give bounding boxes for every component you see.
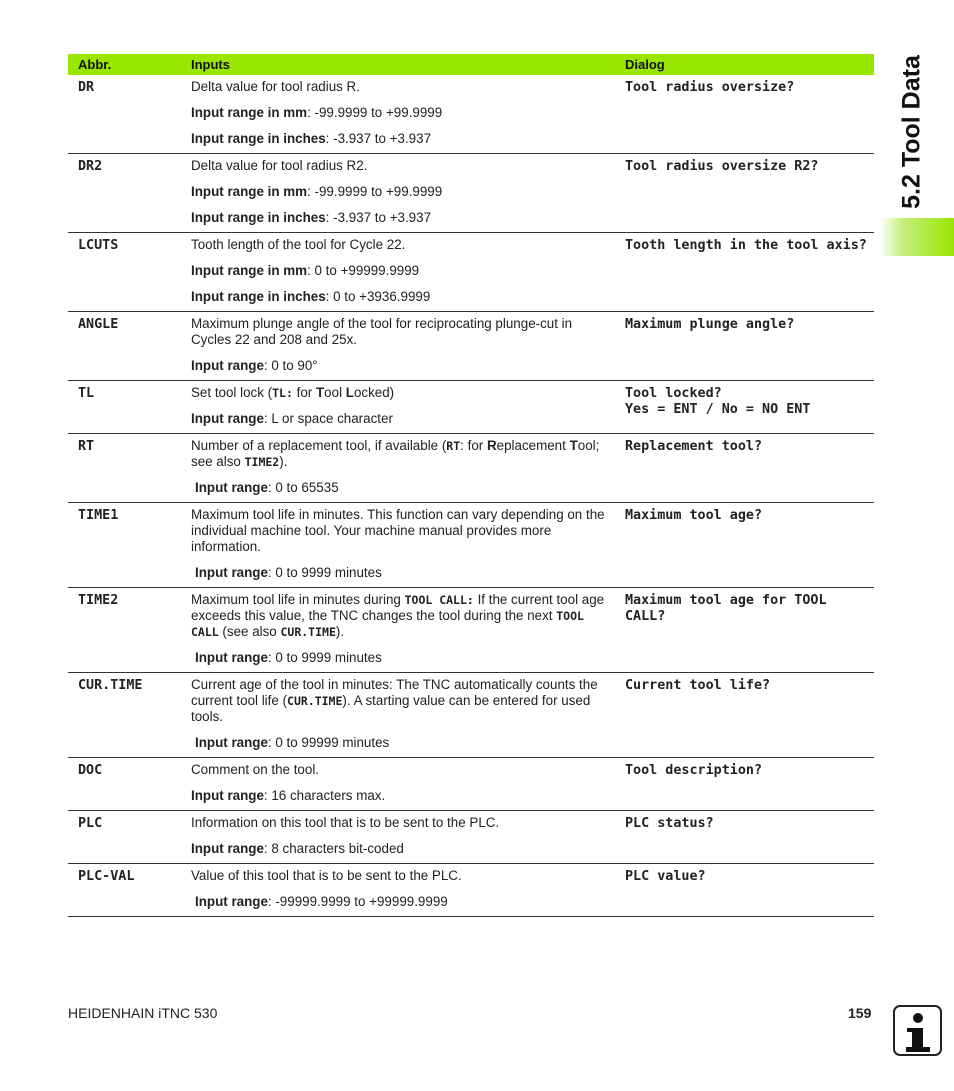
input-range: Input range: 0 to 90° xyxy=(191,358,318,373)
dialog-cell: Maximum tool age for TOOL CALL? xyxy=(615,588,874,673)
input-range: Input range: -99999.9999 to +99999.9999 xyxy=(195,894,448,909)
inputs-cell xyxy=(181,503,615,588)
description: Current age of the tool in minutes: The TNC automatically counts the current tool life (CUR.TIME). A starting value can be entered for used tools. xyxy=(191,677,598,724)
input-range: Input range: 0 to 65535 xyxy=(195,480,339,495)
input-range: Input range in mm: -99.9999 to +99.9999 xyxy=(191,105,443,120)
header-inputs: Inputs xyxy=(181,54,615,75)
table-row xyxy=(68,381,874,434)
table-header-row xyxy=(68,54,874,75)
table-row xyxy=(68,434,874,503)
table-row xyxy=(68,758,874,811)
info-icon xyxy=(893,1005,942,1056)
abbr-cell: LCUTS xyxy=(68,233,181,312)
dialog-cell: Tool radius oversize R2? xyxy=(615,154,874,233)
abbr-cell: ANGLE xyxy=(68,312,181,381)
abbr-cell: PLC-VAL xyxy=(68,864,181,917)
inputs-cell xyxy=(181,588,615,673)
description: Set tool lock (TL: for Tool Locked) xyxy=(191,385,395,400)
table-row xyxy=(68,233,874,312)
abbr-cell: TIME1 xyxy=(68,503,181,588)
input-range: Input range in inches: 0 to +3936.9999 xyxy=(191,289,431,304)
dialog-cell: Tool locked? Yes = ENT / No = NO ENT xyxy=(615,381,874,434)
inputs-cell xyxy=(181,673,615,758)
description: Maximum plunge angle of the tool for reciprocating plunge-cut in Cycles 22 and 208 and 25x. xyxy=(191,316,573,347)
description: Information on this tool that is to be sent to the PLC. xyxy=(191,815,500,830)
section-title: 5.2 Tool Data xyxy=(897,55,926,209)
table-row xyxy=(68,154,874,233)
dialog-cell: Tool description? xyxy=(615,758,874,811)
dialog-cell: Replacement tool? xyxy=(615,434,874,503)
input-range: Input range: 16 characters max. xyxy=(191,788,386,803)
dialog-cell: Current tool life? xyxy=(615,673,874,758)
inputs-cell xyxy=(181,811,615,864)
inputs-cell xyxy=(181,864,615,917)
abbr-cell: TL xyxy=(68,381,181,434)
dialog-cell: Maximum plunge angle? xyxy=(615,312,874,381)
input-range: Input range in mm: -99.9999 to +99.9999 xyxy=(191,184,443,199)
input-range: Input range in inches: -3.937 to +3.937 xyxy=(191,210,432,225)
inputs-cell xyxy=(181,154,615,233)
abbr-cell: PLC xyxy=(68,811,181,864)
input-range: Input range in inches: -3.937 to +3.937 xyxy=(191,131,432,146)
table-row xyxy=(68,673,874,758)
inputs-cell xyxy=(181,312,615,381)
page-number: 159 xyxy=(848,1005,872,1021)
header-dialog: Dialog xyxy=(615,54,874,75)
inputs-cell xyxy=(181,233,615,312)
table-row xyxy=(68,75,874,154)
description: Delta value for tool radius R. xyxy=(191,79,360,94)
table-row xyxy=(68,588,874,673)
dialog-cell: Tool radius oversize? xyxy=(615,75,874,154)
inputs-cell xyxy=(181,75,615,154)
dialog-cell: PLC status? xyxy=(615,811,874,864)
abbr-cell: CUR.TIME xyxy=(68,673,181,758)
input-range: Input range in mm: 0 to +99999.9999 xyxy=(191,263,420,278)
input-range: Input range: L or space character xyxy=(191,411,393,426)
table-row xyxy=(68,811,874,864)
dialog-cell: PLC value? xyxy=(615,864,874,917)
description: Maximum tool life in minutes. This function can vary depending on the individual machine tool. Your machine manual provides more information. xyxy=(191,507,605,554)
table-row xyxy=(68,503,874,588)
section-accent-bar xyxy=(880,218,954,256)
description: Number of a replacement tool, if available (RT: for Replacement Tool; see also TIME2). xyxy=(191,438,600,469)
description: Value of this tool that is to be sent to the PLC. xyxy=(191,868,462,883)
abbr-cell: DR2 xyxy=(68,154,181,233)
inputs-cell xyxy=(181,381,615,434)
abbr-cell: DR xyxy=(68,75,181,154)
table-row xyxy=(68,312,874,381)
input-range: Input range: 0 to 99999 minutes xyxy=(195,735,390,750)
footer-product: HEIDENHAIN iTNC 530 xyxy=(68,1005,218,1021)
table-row xyxy=(68,864,874,917)
abbr-cell: RT xyxy=(68,434,181,503)
description: Delta value for tool radius R2. xyxy=(191,158,368,173)
description: Comment on the tool. xyxy=(191,762,320,777)
inputs-cell xyxy=(181,434,615,503)
input-range: Input range: 8 characters bit-coded xyxy=(191,841,404,856)
header-abbr: Abbr. xyxy=(68,54,181,75)
description: Tooth length of the tool for Cycle 22. xyxy=(191,237,406,252)
description: Maximum tool life in minutes during TOOL CALL: If the current tool age exceeds this value, the TNC changes the tool during the next TOOL CALL (see also CUR.TIME). xyxy=(191,592,605,639)
input-range: Input range: 0 to 9999 minutes xyxy=(195,565,382,580)
dialog-cell: Maximum tool age? xyxy=(615,503,874,588)
abbr-cell: DOC xyxy=(68,758,181,811)
tool-data-table xyxy=(68,54,874,917)
abbr-cell: TIME2 xyxy=(68,588,181,673)
input-range: Input range: 0 to 9999 minutes xyxy=(195,650,382,665)
dialog-cell: Tooth length in the tool axis? xyxy=(615,233,874,312)
inputs-cell xyxy=(181,758,615,811)
